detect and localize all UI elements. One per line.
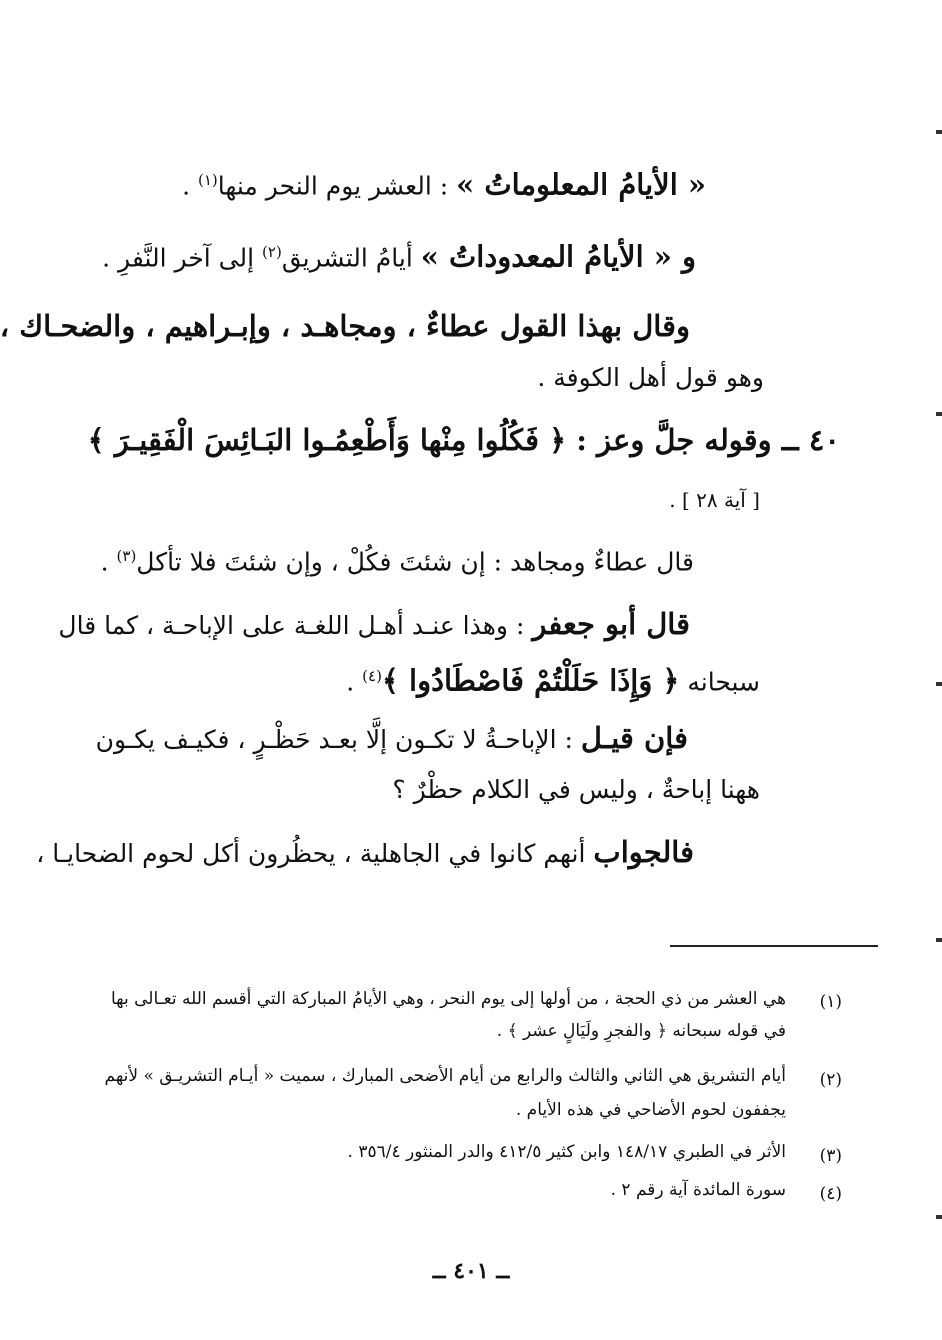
footnote-ref-4: (٤) [362, 667, 382, 685]
line-text: : الإباحـةُ لا تكـون إلَّا بعـد حَظْـرٍ ، فكيـف يكـون [95, 725, 581, 754]
footnote-2-line-1: أيام التشريق هي الثاني والثالث والرابع من أيام الأضحى المبارك ، سميت « أيـام التشريـق » لأنهم [104, 1066, 786, 1086]
body-line-1 [182, 160, 706, 206]
page-number: ــ ٤٠١ ــ [432, 1258, 510, 1284]
body-line-2 [102, 232, 696, 278]
footnote-number-1: (١) [819, 992, 842, 1012]
footnote-separator [670, 945, 878, 947]
quran-verse: ﴿ وَإِذَا حَلَلْتُمْ فَاصْطَادُوا ﴾ [381, 663, 680, 698]
footnote-ref-3: (٣) [116, 547, 137, 565]
line-text: وهو قول أهل الكوفة . [537, 363, 764, 392]
body-line-8 [58, 604, 690, 646]
body-line-7 [101, 536, 694, 582]
scan-mark [936, 412, 942, 416]
line-end: . [182, 171, 198, 201]
footnote-number-4: (٤) [819, 1184, 842, 1204]
line-text: [ آية ٢٨ ] . [669, 488, 760, 512]
body-line-11 [392, 770, 760, 810]
line-text: قال عطاءٌ ومجاهد : إن شئتَ فكُلْ ، وإن شئتَ فلا تأكل [136, 547, 694, 577]
footnote-2-line-2: يجففون لحوم الأضاحي في هذه الأيام . [515, 1100, 786, 1120]
term-counted-days: « الأيامُ المعدوداتُ » [420, 239, 672, 274]
line-prefix: و [671, 239, 696, 274]
footnote-ref-1: (١) [197, 171, 218, 189]
line-text: ههنا إباحةٌ ، وليس في الكلام حظْرٌ ؟ [392, 775, 760, 804]
line-end: . [346, 667, 363, 697]
author-name: قال أبو جعفر [532, 607, 690, 641]
scan-mark [936, 938, 942, 942]
footnote-1-line-1: هي العشر من ذي الحجة ، من أولها إلى يوم النحر ، وهي الأيامُ المباركة التي أقسم الله تعـالى بها [110, 989, 786, 1009]
footnote-3-line-1: الأثر في الطبري ١٤٨/١٧ وابن كثير ٤١٢/٥ والدر المنثور ٣٥٦/٤ . [347, 1142, 786, 1162]
line-end: . [100, 547, 117, 577]
body-line-10 [96, 718, 688, 760]
line-text: : العشر يوم النحر منها [217, 171, 457, 201]
footnote-ref-2: (٢) [262, 243, 282, 261]
line-text: : وهذا عنـد أهـل اللغـة على الإباحـة ، كما قال [58, 611, 533, 640]
scan-mark [936, 682, 942, 686]
body-line-5-verse [88, 420, 840, 462]
line-text: أيامُ التشريق [281, 243, 421, 273]
term-known-days: « الأيامُ المعلوماتُ » [456, 167, 706, 202]
body-line-9 [346, 656, 760, 702]
body-line-3 [0, 306, 690, 346]
body-line-4 [537, 358, 764, 398]
line-end: إلى آخر النَّفرِ . [102, 243, 263, 273]
footnote-4-line-1: سورة المائدة آية رقم ٢ . [610, 1180, 786, 1200]
quran-verse: وقوله جلَّ وعز : ﴿ فَكُلُوا مِنْها وَأَطْعِمُـوا البَـائِسَ الْفَقِيـرَ ﴾ [87, 423, 772, 457]
verse-number: ٤٠ ــ [771, 423, 840, 457]
line-text: سبحانه [679, 667, 760, 697]
footnote-1-line-2: في قوله سبحانه ﴿ والفجرِ ولَيَالٍ عشر ﴾ . [496, 1021, 786, 1041]
scan-mark [936, 1215, 942, 1219]
objection-label: فإن قيـل [580, 721, 688, 755]
scan-mark [936, 130, 942, 134]
footnote-number-3: (٣) [819, 1146, 842, 1166]
body-line-12 [36, 832, 694, 874]
answer-label: فالجواب [593, 835, 694, 869]
footnote-number-2: (٢) [819, 1070, 842, 1090]
verse-reference [669, 480, 760, 520]
line-text: وقال بهذا القول عطاءٌ ، ومجاهـد ، وإبـراهيم ، والضحـاك ، [0, 309, 690, 343]
line-text: أنهم كانوا في الجاهلية ، يحظُرون أكل لحوم الضحايـا ، [36, 839, 594, 868]
